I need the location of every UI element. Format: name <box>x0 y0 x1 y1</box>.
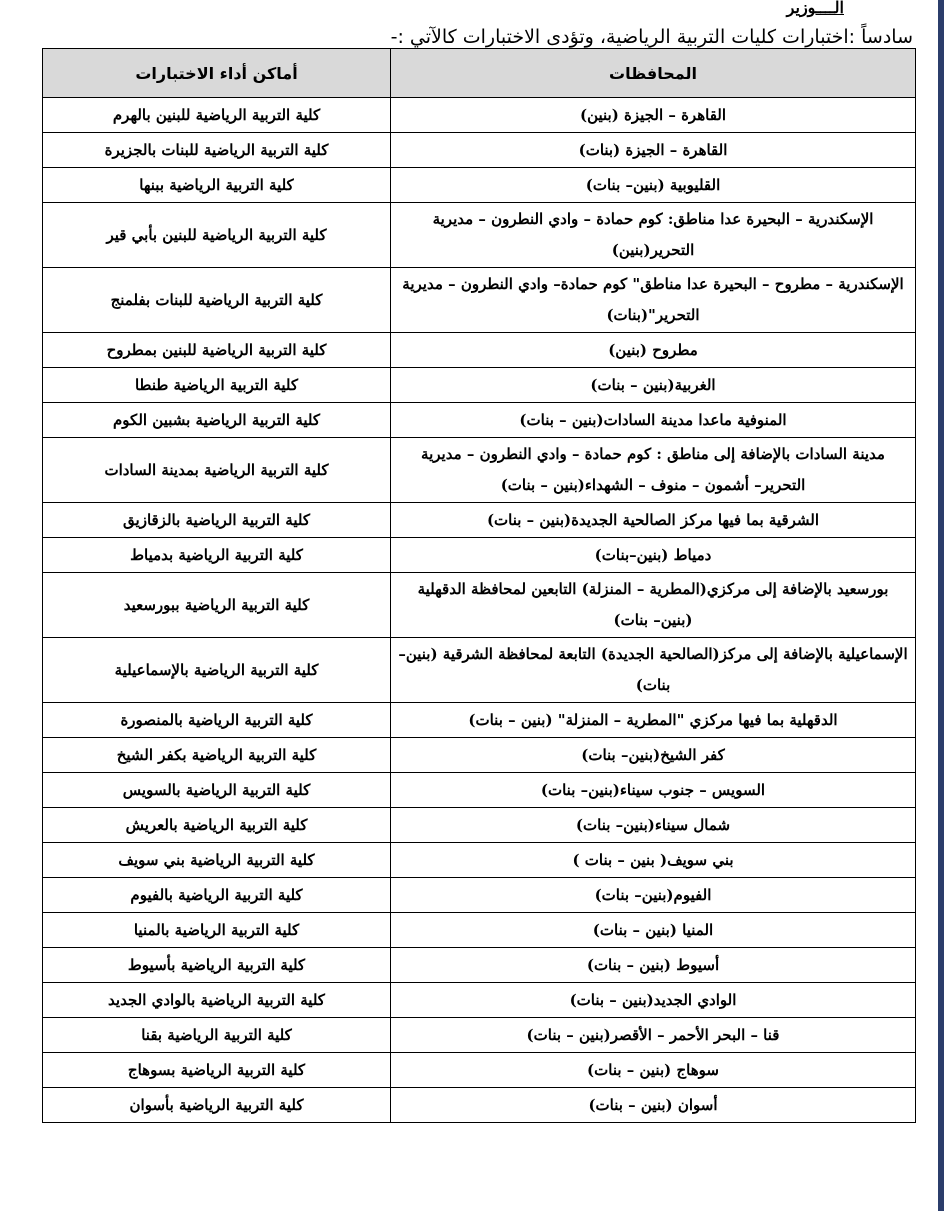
table-row <box>43 438 916 503</box>
header-word: الــــوزير <box>786 0 844 17</box>
table-row <box>43 268 916 333</box>
table-row <box>43 948 916 983</box>
location-cell: كلية التربية الرياضية بسوهاج <box>43 1053 391 1088</box>
table-row <box>43 538 916 573</box>
governorate-cell: بني سويف( بنين – بنات ) <box>391 843 916 878</box>
location-cell: كلية التربية الرياضية طنطا <box>43 368 391 403</box>
table-row <box>43 203 916 268</box>
location-cell: كلية التربية الرياضية ببنها <box>43 168 391 203</box>
location-cell: كلية التربية الرياضية بالمنيا <box>43 913 391 948</box>
location-cell: كلية التربية الرياضية بقنا <box>43 1018 391 1053</box>
governorate-cell: الشرقية بما فيها مركز الصالحية الجديدة(بنين – بنات) <box>391 503 916 538</box>
exams-table <box>42 48 916 1123</box>
governorate-cell: المنيا (بنين – بنات) <box>391 913 916 948</box>
governorate-cell: كفر الشيخ(بنين– بنات) <box>391 738 916 773</box>
governorate-cell: قنا – البحر الأحمر – الأقصر(بنين – بنات) <box>391 1018 916 1053</box>
table-row <box>43 368 916 403</box>
governorate-cell: أسيوط (بنين – بنات) <box>391 948 916 983</box>
location-cell: كلية التربية الرياضية بمدينة السادات <box>43 438 391 503</box>
table-row <box>43 773 916 808</box>
location-cell: كلية التربية الرياضية بأسيوط <box>43 948 391 983</box>
governorate-cell: مدينة السادات بالإضافة إلى مناطق : كوم حمادة – وادي النطرون – مديرية التحرير– أشمون – منوف – الشهداء(بنين – بنات) <box>391 438 916 503</box>
table-row <box>43 98 916 133</box>
governorate-cell: الإسكندرية – البحيرة عدا مناطق: كوم حمادة – وادي النطرون – مديرية التحرير(بنين) <box>391 203 916 268</box>
governorate-cell: الدقهلية بما فيها مركزي "المطرية – المنزلة" (بنين – بنات) <box>391 703 916 738</box>
governorate-cell: بورسعيد بالإضافة إلى مركزي(المطرية – المنزلة) التابعين لمحافظة الدقهلية (بنين– بنات) <box>391 573 916 638</box>
governorate-cell: القاهرة – الجيزة (بنين) <box>391 98 916 133</box>
governorate-cell: شمال سيناء(بنين– بنات) <box>391 808 916 843</box>
location-cell: كلية التربية الرياضية بالزقازيق <box>43 503 391 538</box>
table-row <box>43 878 916 913</box>
location-cell: كلية التربية الرياضية للبنين بأبي قير <box>43 203 391 268</box>
governorates-header: المحافظات <box>391 49 916 98</box>
table-row <box>43 503 916 538</box>
table-header-row <box>43 49 916 98</box>
page-edge-bar <box>938 0 944 1211</box>
location-cell: كلية التربية الرياضية بدمياط <box>43 538 391 573</box>
location-cell: كلية التربية الرياضية بالوادي الجديد <box>43 983 391 1018</box>
governorate-cell: الإسكندرية – مطروح – البحيرة عدا مناطق" كوم حمادة– وادي النطرون – مديرية التحرير"(بنات) <box>391 268 916 333</box>
governorate-cell: سوهاج (بنين – بنات) <box>391 1053 916 1088</box>
governorate-cell: الوادي الجديد(بنين – بنات) <box>391 983 916 1018</box>
governorate-cell: دمياط (بنين–بنات) <box>391 538 916 573</box>
table-row <box>43 808 916 843</box>
governorate-cell: أسوان (بنين – بنات) <box>391 1088 916 1123</box>
location-cell: كلية التربية الرياضية بالسويس <box>43 773 391 808</box>
location-cell: كلية التربية الرياضية بأسوان <box>43 1088 391 1123</box>
table-row <box>43 913 916 948</box>
location-cell: كلية التربية الرياضية للبنين بمطروح <box>43 333 391 368</box>
table-row <box>43 403 916 438</box>
location-cell: كلية التربية الرياضية للبنات بفلمنج <box>43 268 391 333</box>
table-row <box>43 738 916 773</box>
table-row <box>43 983 916 1018</box>
location-cell: كلية التربية الرياضية بالفيوم <box>43 878 391 913</box>
location-cell: كلية التربية الرياضية بالعريش <box>43 808 391 843</box>
location-cell: كلية التربية الرياضية للبنات بالجزيرة <box>43 133 391 168</box>
governorate-cell: الغربية(بنين – بنات) <box>391 368 916 403</box>
table-row <box>43 573 916 638</box>
location-cell: كلية التربية الرياضية ببورسعيد <box>43 573 391 638</box>
location-cell: كلية التربية الرياضية للبنين بالهرم <box>43 98 391 133</box>
location-cell: كلية التربية الرياضية بكفر الشيخ <box>43 738 391 773</box>
table-row <box>43 333 916 368</box>
table-row <box>43 703 916 738</box>
table-row <box>43 133 916 168</box>
table-row <box>43 843 916 878</box>
locations-header: أماكن أداء الاختبارات <box>43 49 391 98</box>
governorate-cell: الإسماعيلية بالإضافة إلى مركز(الصالحية الجديدة) التابعة لمحافظة الشرقية (بنين– بنات) <box>391 638 916 703</box>
table-row <box>43 1018 916 1053</box>
table-row <box>43 168 916 203</box>
section-heading: سادساً :اختبارات كليات التربية الرياضية، وتؤدى الاختبارات كالآتي :- <box>390 26 913 48</box>
location-cell: كلية التربية الرياضية بني سويف <box>43 843 391 878</box>
governorate-cell: القاهرة – الجيزة (بنات) <box>391 133 916 168</box>
governorate-cell: السويس – جنوب سيناء(بنين– بنات) <box>391 773 916 808</box>
location-cell: كلية التربية الرياضية بالإسماعيلية <box>43 638 391 703</box>
location-cell: كلية التربية الرياضية بالمنصورة <box>43 703 391 738</box>
table-row <box>43 638 916 703</box>
governorate-cell: الفيوم(بنين– بنات) <box>391 878 916 913</box>
governorate-cell: مطروح (بنين) <box>391 333 916 368</box>
table-row <box>43 1053 916 1088</box>
governorate-cell: القليوبية (بنين– بنات) <box>391 168 916 203</box>
location-cell: كلية التربية الرياضية بشبين الكوم <box>43 403 391 438</box>
table-row <box>43 1088 916 1123</box>
governorate-cell: المنوفية ماعدا مدينة السادات(بنين – بنات) <box>391 403 916 438</box>
